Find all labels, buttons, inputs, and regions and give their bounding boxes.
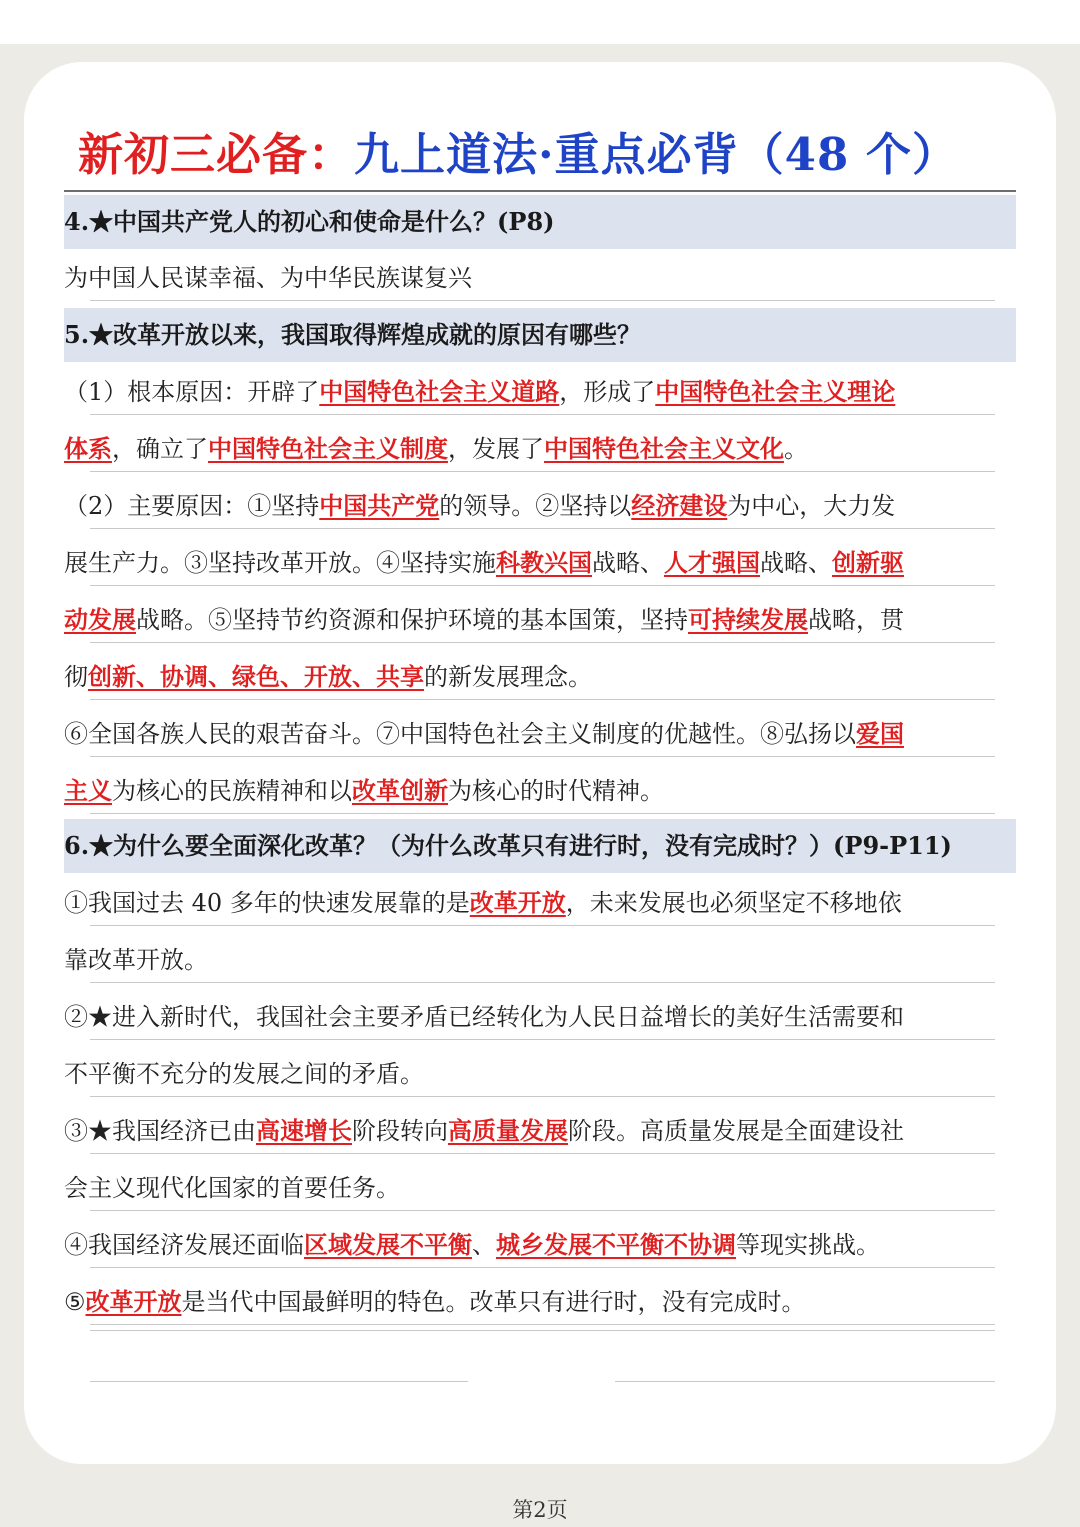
answer-line (64, 478, 1016, 534)
key-term: 中国共产党 (319, 491, 440, 520)
key-term: 人才强国 (664, 548, 760, 577)
line-text: ⑥全国各族人民的艰苦奋斗。⑦中国特色社会主义制度的优越性。⑧弘扬以 (64, 720, 856, 748)
line-text: 为核心的民族精神和以 (112, 777, 352, 805)
key-term: 城乡发展不平衡不协调 (496, 1230, 736, 1259)
answer-line (64, 535, 1016, 591)
line-text: 阶段。高质量发展是全面建设社 (568, 1117, 904, 1145)
ruled-line (90, 699, 995, 700)
line-text: 战略、 (760, 549, 832, 577)
line-text: 阶段转向 (352, 1117, 448, 1145)
answer-line (64, 989, 1016, 1045)
answer-line (64, 763, 1016, 819)
line-text: （1）根本原因：开辟了 (64, 378, 320, 406)
footer-rule-right (615, 1381, 995, 1382)
key-term: 中国特色社会主义文化 (544, 434, 784, 463)
line-text: 展生产力。③坚持改革开放。④坚持实施 (64, 549, 496, 577)
key-term: 可持续发展 (688, 605, 808, 634)
answer-line (64, 1103, 1016, 1159)
line-text: 4.★中国共产党人的初心和使命是什么？(P8) (64, 207, 555, 236)
line-text: 5.★改革开放以来，我国取得辉煌成就的原因有哪些？ (64, 320, 642, 349)
ruled-line (90, 1210, 995, 1211)
key-term: 中国特色社会主义道路 (319, 377, 560, 406)
answer-line (64, 649, 1016, 705)
question-line (64, 307, 1016, 363)
key-term: 科教兴国 (496, 548, 592, 577)
line-text: 战略。⑤坚持节约资源和保护环境的基本国策，坚持 (136, 606, 688, 634)
answer-line (64, 421, 1016, 477)
ruled-line (90, 585, 995, 586)
ruled-line (90, 528, 995, 529)
key-term: 中国特色社会主义制度 (208, 434, 448, 463)
line-text: 战略、 (592, 549, 664, 577)
page-title (78, 122, 958, 188)
ruled-line (90, 471, 995, 472)
key-term: 体系 (64, 434, 112, 463)
ruled-line (90, 813, 995, 814)
key-term: 爱国 (856, 719, 904, 748)
line-text: ③★我国经济已由 (64, 1117, 256, 1145)
line-text: 彻 (64, 663, 88, 691)
title-part-red: 新初三必备： (78, 128, 355, 181)
key-term: 改革开放 (85, 1287, 182, 1316)
key-term: 中国特色社会主义理论 (655, 377, 896, 406)
key-term: 主义 (64, 776, 112, 805)
ruled-line (90, 642, 995, 643)
key-term: 区域发展不平衡 (304, 1230, 472, 1259)
line-text: ，发展了 (448, 435, 544, 463)
key-term: 创新、协调、绿色、开放、共享 (88, 662, 424, 691)
key-term: 动发展 (64, 605, 136, 634)
line-text: ，未来发展也必须坚定不移地依 (565, 889, 902, 917)
title-part-blue: 九上道法·重点必背（48 个） (354, 128, 958, 181)
line-text: ，确立了 (112, 435, 208, 463)
line-text: ⑤ (64, 1288, 86, 1316)
key-term: 高速增长 (256, 1116, 352, 1145)
answer-line (64, 875, 1016, 931)
line-text: 的领导。②坚持以 (439, 492, 632, 520)
line-text: 、 (472, 1231, 496, 1259)
line-text: 为中心，大力发 (727, 492, 896, 520)
page-number: 第2页 (512, 1498, 568, 1522)
answer-line (64, 932, 1016, 988)
ruled-line (90, 925, 995, 926)
ruled-line (90, 414, 995, 415)
line-text: 战略，贯 (808, 606, 904, 634)
line-text: ②★进入新时代，我国社会主要矛盾已经转化为人民日益增长的美好生活需要和 (64, 1003, 904, 1031)
question-line (64, 194, 1016, 250)
line-text: 。 (784, 435, 808, 463)
ruled-line (90, 1096, 995, 1097)
line-text: 是当代中国最鲜明的特色。改革只有进行时，没有完成时。 (181, 1288, 806, 1316)
line-text: ①我国过去 40 多年的快速发展靠的是 (64, 889, 470, 917)
line-text: 的新发展理念。 (424, 663, 592, 691)
answer-line (64, 706, 1016, 762)
answer-line (64, 1274, 1016, 1330)
key-term: 经济建设 (631, 491, 728, 520)
ruled-line (90, 1330, 995, 1331)
key-term: 创新驱 (832, 548, 904, 577)
line-text: ，形成了 (559, 378, 656, 406)
question-line (64, 818, 1016, 874)
ruled-line (90, 982, 995, 983)
line-text: 靠改革开放。 (64, 946, 208, 974)
title-divider (64, 190, 1016, 192)
answer-line (64, 1160, 1016, 1216)
answer-line (64, 1217, 1016, 1273)
line-text: 6.★为什么要全面深化改革？（为什么改革只有进行时，没有完成时？）(P9-P11) (64, 831, 952, 860)
ruled-line (90, 1267, 995, 1268)
answer-line (64, 250, 1016, 306)
ruled-line (90, 1324, 995, 1325)
key-term: 高质量发展 (448, 1116, 568, 1145)
answer-line (64, 1046, 1016, 1102)
top-band (0, 0, 1080, 44)
answer-line (64, 364, 1016, 420)
ruled-line (90, 756, 995, 757)
line-text: 为核心的时代精神。 (448, 777, 664, 805)
line-text: 等现实挑战。 (736, 1231, 880, 1259)
ruled-line (90, 300, 995, 301)
key-term: 改革创新 (352, 776, 448, 805)
footer-rule-left (90, 1381, 468, 1382)
ruled-line (90, 1153, 995, 1154)
ruled-line (90, 1039, 995, 1040)
answer-line (64, 592, 1016, 648)
key-term: 改革开放 (469, 888, 566, 917)
line-text: 为中国人民谋幸福、为中华民族谋复兴 (64, 264, 472, 292)
line-text: 会主义现代化国家的首要任务。 (64, 1174, 400, 1202)
line-text: 不平衡不充分的发展之间的矛盾。 (64, 1060, 424, 1088)
line-text: ④我国经济发展还面临 (64, 1231, 304, 1259)
line-text: （2）主要原因：①坚持 (64, 492, 320, 520)
